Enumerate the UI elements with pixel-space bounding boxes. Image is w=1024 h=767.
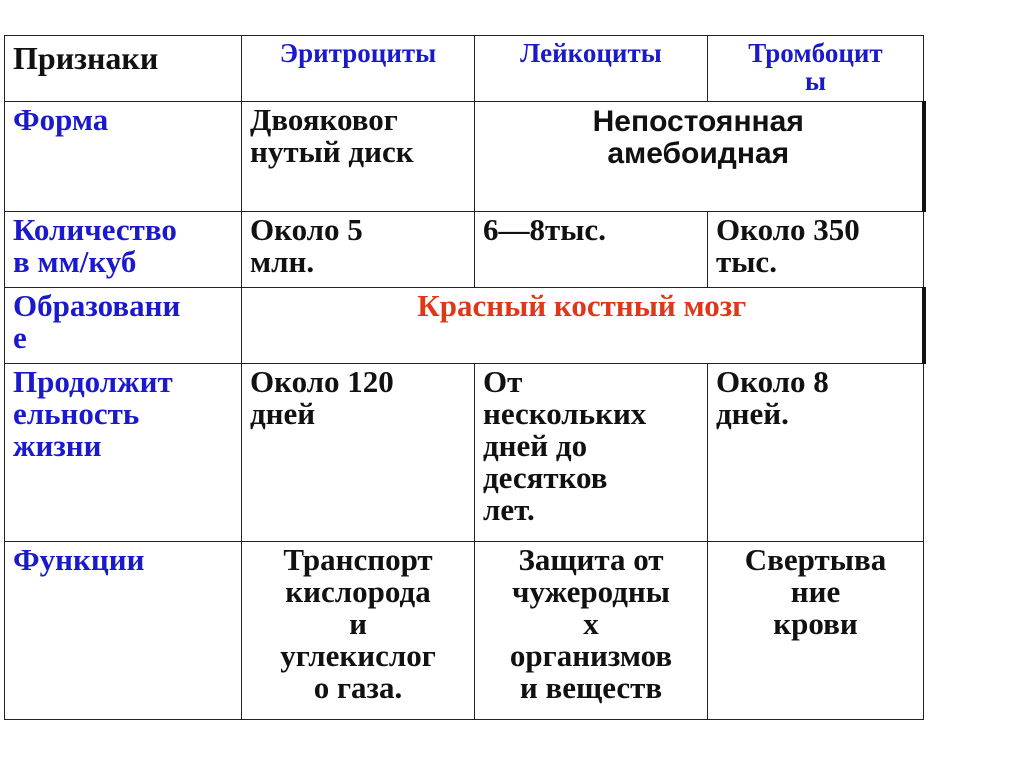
table-row-count xyxy=(5,212,924,288)
row-label-shape xyxy=(5,102,242,212)
header-platelets-line1: Тромбоцит xyxy=(748,38,883,68)
header-platelets xyxy=(708,36,924,102)
cell-line: 6—8тыс. xyxy=(483,212,606,247)
cell-line: углекислог xyxy=(280,638,436,673)
row-label-line: Образовани xyxy=(13,288,181,323)
cell-functions-erythrocytes xyxy=(242,542,475,720)
table-row-functions xyxy=(5,542,924,720)
cell-count-platelets xyxy=(708,212,924,288)
cell-line: ние xyxy=(790,574,841,609)
cell-lifespan-erythrocytes xyxy=(242,364,475,542)
row-label-lifespan xyxy=(5,364,242,542)
cell-line: Транспорт xyxy=(283,542,433,577)
cell-line: и веществ xyxy=(519,670,663,705)
cell-count-leukocytes xyxy=(475,212,708,288)
cell-line: чужеродны xyxy=(512,574,670,609)
cell-line: Около 120 xyxy=(250,364,394,399)
cell-line: кислорода xyxy=(285,574,431,609)
row-label-line: Продолжит xyxy=(13,364,173,399)
cell-line: тыс. xyxy=(716,244,777,279)
row-label-functions xyxy=(5,542,242,720)
cell-functions-platelets xyxy=(708,542,924,720)
cell-line: Около 8 xyxy=(716,364,829,399)
cell-functions-leukocytes xyxy=(475,542,708,720)
header-features: Признаки xyxy=(5,36,242,102)
row-label-line: в мм/куб xyxy=(13,244,137,279)
header-erythrocytes: Эритроциты xyxy=(242,36,475,102)
cell-line: крови xyxy=(773,606,858,641)
cell-count-erythrocytes xyxy=(242,212,475,288)
cell-lifespan-platelets xyxy=(708,364,924,542)
table-row-lifespan xyxy=(5,364,924,542)
row-label-line: Форма xyxy=(13,102,109,137)
cell-line: Красный костный мозг xyxy=(417,288,747,323)
header-platelets-line2: ы xyxy=(804,66,827,96)
row-label-formation xyxy=(5,288,242,364)
cell-line: Непостоянная xyxy=(592,105,804,138)
cell-line: Около 5 xyxy=(250,212,363,247)
cell-line: Двояковог xyxy=(250,102,398,137)
cell-line: и xyxy=(349,606,367,641)
table-row-formation xyxy=(5,288,924,364)
cell-line: нескольких xyxy=(483,396,647,431)
row-label-line: Функции xyxy=(13,542,145,577)
cell-line: лет. xyxy=(483,492,535,527)
cell-line: дней xyxy=(250,396,316,431)
cell-line: Около 350 xyxy=(716,212,860,247)
row-label-line: жизни xyxy=(13,428,102,463)
cell-line: х xyxy=(583,606,599,641)
cell-line: От xyxy=(483,364,523,399)
cell-line: дней до xyxy=(483,428,588,463)
header-leukocytes: Лейкоциты xyxy=(475,36,708,102)
row-label-line: ельность xyxy=(13,396,140,431)
cell-shape-leukocytes-platelets xyxy=(475,102,924,212)
cell-line: амебоидная xyxy=(607,137,790,170)
cell-line: млн. xyxy=(250,244,315,279)
cell-line: организмов xyxy=(509,638,673,673)
blood-cells-comparison-table xyxy=(4,35,926,720)
cell-line: Защита от xyxy=(518,542,664,577)
row-label-count xyxy=(5,212,242,288)
row-label-line: Количество xyxy=(13,212,177,247)
cell-line: дней. xyxy=(716,396,789,431)
cell-line: нутый диск xyxy=(250,134,414,169)
cell-lifespan-leukocytes xyxy=(475,364,708,542)
cell-line: о газа. xyxy=(313,670,403,705)
cell-line: десятков xyxy=(483,460,608,495)
cell-line: Свертыва xyxy=(744,542,887,577)
cell-formation-all xyxy=(242,288,924,364)
table-row-shape xyxy=(5,102,924,212)
table-header-row xyxy=(5,36,924,102)
row-label-line: е xyxy=(13,320,27,355)
cell-shape-erythrocytes xyxy=(242,102,475,212)
